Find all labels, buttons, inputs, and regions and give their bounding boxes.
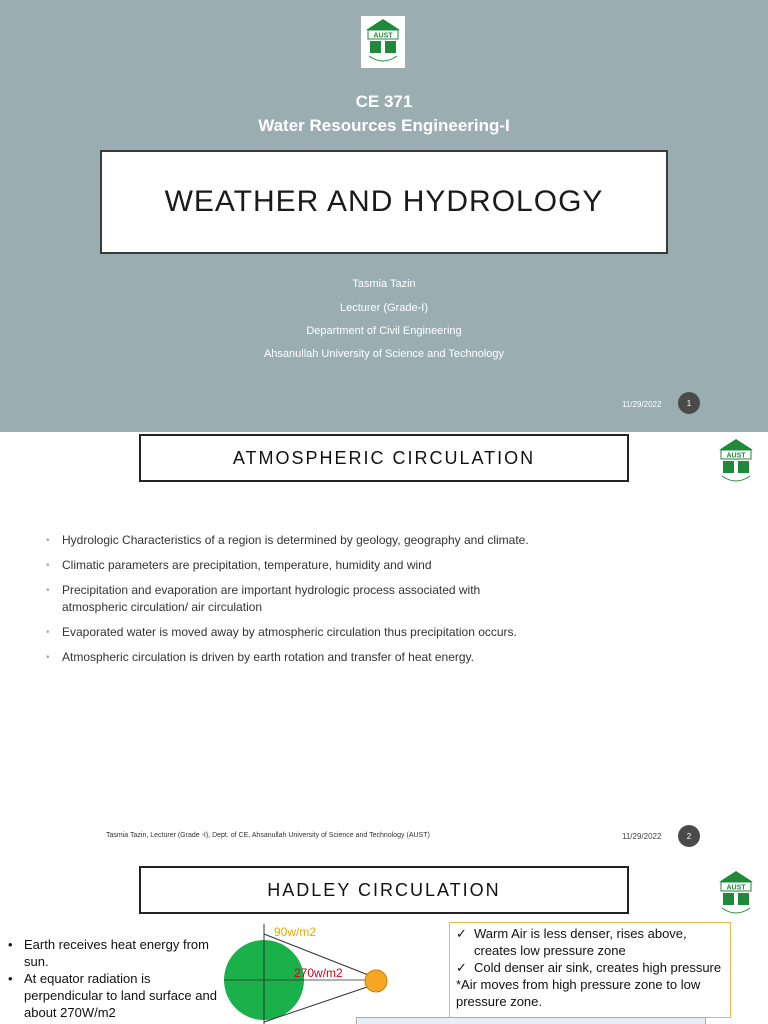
slide-date: 11/29/2022 [622,832,662,841]
aust-logo [714,868,758,920]
author-name: Tasmia Tazin [352,278,416,290]
bullet-item: • Climatic parameters are precipitation, temperature, humidity and wind [44,557,534,574]
next-panel-edge [356,1017,706,1024]
university: Ahsanullah University of Science and Technology [263,348,505,360]
slide-title: WEATHER AND HYDROLOGY [164,185,604,218]
atmospheric-circulation-slide [0,432,768,864]
checkmark-icon: ✓ [456,960,467,975]
course-code: CE 371 [355,92,413,111]
label-90w: 90w/m2 [274,925,317,939]
department: Department of Civil Engineering [306,325,462,337]
heading-box [139,866,629,914]
bullet-list [44,532,534,674]
page-number: 2 [678,825,700,847]
heading-box [139,434,629,482]
earth-sun-diagram [210,920,400,1024]
sun-circle [365,970,387,992]
bullet-item: • Hydrologic Characteristics of a region is determined by geology, geography and climate. [44,532,534,549]
slide-heading: ATMOSPHERIC CIRCULATION [232,447,536,468]
aust-logo [361,16,405,68]
check-note-text: Warm Air is less denser, rises above, creates low pressure zone [474,926,687,958]
check-note [456,959,724,976]
slide-footer: Tasmia Tazin, Lecturer (Grade -I), Dept. of CE, Ahsanullah University of Science and Technology (AUST) [106,832,430,839]
bullet-item: • Precipitation and evaporation are important hydrologic process associated with atmospheric circulation/ air circulation [44,582,534,616]
label-270w: 270w/m2 [294,966,343,980]
bullet-item: • Earth receives heat energy from sun. [4,936,224,970]
checkmark-icon: ✓ [456,926,467,941]
slide-heading: HADLEY CIRCULATION [267,879,501,900]
course-name: Water Resources Engineering-I [258,116,510,135]
logo-text: AUST [726,452,746,460]
check-note [456,925,724,959]
page-number: 1 [678,392,700,414]
hadley-circulation-slide [0,864,768,1024]
notes-box [449,922,731,1018]
slide-date: 11/29/2022 [622,400,662,409]
logo-text: AUST [726,884,746,892]
aust-logo [714,436,758,488]
title-box [100,150,668,254]
star-note: *Air moves from high pressure zone to low pressure zone. [456,977,701,1009]
title-slide [0,0,768,432]
hadley-bullet-list [4,936,224,1021]
logo-text: AUST [373,32,393,40]
bullet-item: • Evaporated water is moved away by atmospheric circulation thus precipitation occurs. [44,624,534,641]
bullet-item: • At equator radiation is perpendicular to land surface and about 270W/m2 [4,970,224,1021]
check-note-text: Cold denser air sink, creates high pressure [474,960,722,975]
author-position: Lecturer (Grade-I) [339,302,429,314]
bullet-item: • Atmospheric circulation is driven by earth rotation and transfer of heat energy. [44,649,534,666]
